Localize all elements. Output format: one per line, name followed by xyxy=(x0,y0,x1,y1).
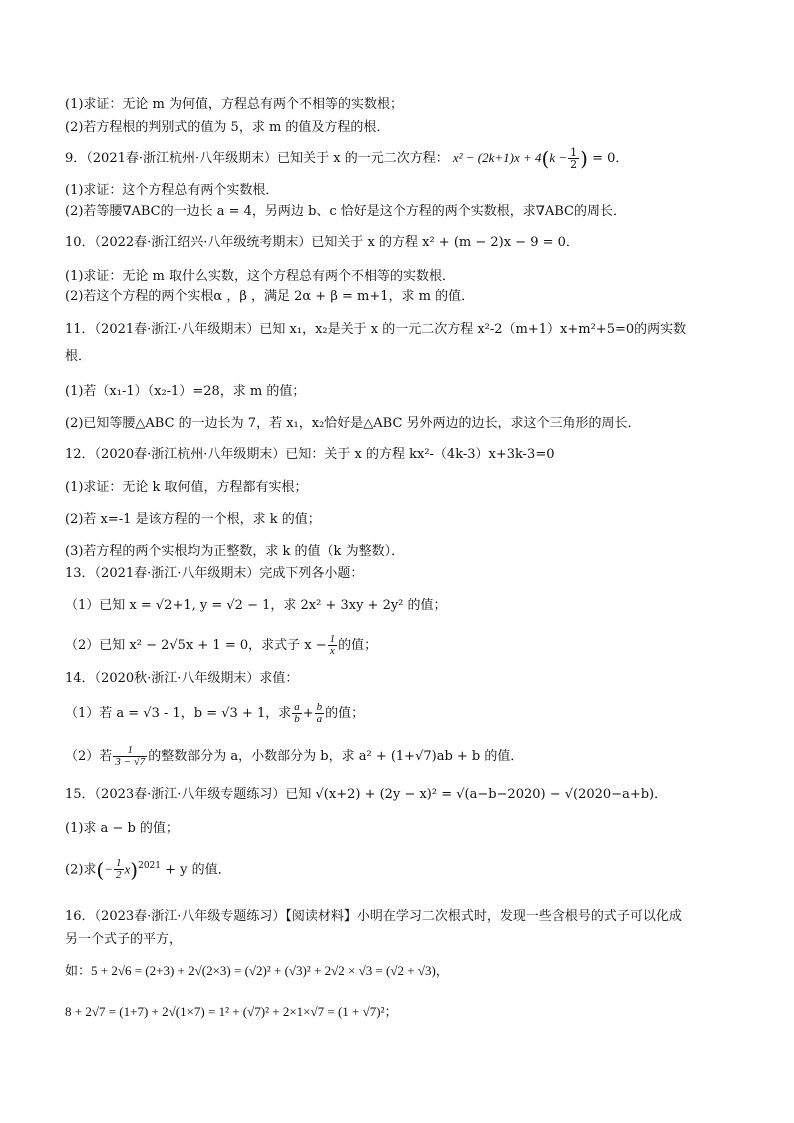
q14-part2-text: （2）若 xyxy=(65,749,113,764)
q9-paren-open: ( xyxy=(541,146,550,171)
q16-heading-cont: 另一个式子的平方， xyxy=(65,932,183,947)
q9-equation-tail: = 0． xyxy=(592,151,629,166)
q14-b-over-a-den: a xyxy=(316,713,323,725)
q14-part1-tail: 的值； xyxy=(325,706,365,721)
q12-part1: (1)求证：无论 k 取何值，方程都有实根； xyxy=(65,480,308,495)
q14-part2-tail: 的整数部分为 a，小数部分为 b，求 a² + (1+√7)ab + b 的值． xyxy=(148,749,524,764)
q14-part1-text: （1）若 a = √3 - 1，b = √3 + 1，求 xyxy=(65,706,292,721)
q9-heading xyxy=(65,147,628,170)
q15-negative-sign: − xyxy=(104,861,114,877)
q13-part2-tail: 的值； xyxy=(338,638,378,653)
q14-heading: 14．（2020秋·浙江·八年级期末）求值： xyxy=(65,671,299,686)
q15-part1: (1)求 a − b 的值； xyxy=(65,821,179,836)
q14-reciprocal-num: 1 xyxy=(113,745,147,757)
q13-inverse-x-fraction xyxy=(328,634,338,657)
q14-a-over-b-den: b xyxy=(294,713,300,725)
q9-heading-text: 9．（2021春·浙江杭州·八年级期末）已知关于 x 的一元二次方程： xyxy=(65,151,449,166)
q15-variable-x: x xyxy=(124,861,131,877)
q11-part1: (1)若（x₁-1）（x₂-1）=28，求 m 的值； xyxy=(65,384,306,399)
q10-part1: (1)求证：无论 m 取什么实数，这个方程总有两个不相等的实数根． xyxy=(65,269,456,284)
q15-half-fraction xyxy=(114,858,124,881)
q8-part2: (2)若方程根的判别式的值为 5，求 m 的值及方程的根． xyxy=(65,120,390,135)
q15-part2-text: (2)求 xyxy=(65,862,97,878)
q8-part1: (1)求证：无论 m 为何值，方程总有两个不相等的实数根； xyxy=(65,97,404,112)
q10-heading: 10．（2022春·浙江绍兴·八年级统考期末）已知关于 x 的方程 x² + (m − 2)x − 9 = 0． xyxy=(65,235,579,250)
q16-example2: 8 + 2√7 = (1+7) + 2√(1×7) = 1² + (√7)² + 2×1×√7 = (1 + √7)²； xyxy=(65,1004,398,1019)
q13-fraction-den: x xyxy=(329,645,335,657)
q14-plus: + xyxy=(302,706,314,721)
q14-part2 xyxy=(65,745,523,768)
q15-paren-open: ( xyxy=(96,857,105,882)
q14-reciprocal-fraction xyxy=(113,745,147,768)
q9-half-num: 1 xyxy=(570,146,578,159)
q15-half-num: 1 xyxy=(116,857,122,870)
q15-exponent: 2021 xyxy=(138,861,162,871)
q14-a-over-b-num: a xyxy=(294,701,300,713)
q15-heading: 15．（2023春·浙江·八年级专题练习）已知 √(x+2) + (2y − x)² = √(a−b−2020) − √(2020−a+b)． xyxy=(65,787,668,802)
q11-heading: 11．（2021春·浙江·八年级期末）已知 x₁，x₂是关于 x 的一元二次方程 x²-2（m+1）x+m²+5=0的两实数 xyxy=(65,322,687,337)
q15-half-den: 2 xyxy=(116,869,122,882)
q13-fraction-num: 1 xyxy=(329,633,336,645)
q15-part2-tail: + y 的值． xyxy=(165,862,231,878)
q9-k-minus: k − xyxy=(549,150,568,165)
q13-part1: （1）已知 x = √2+1, y = √2 − 1，求 2x² + 3xy + 2y² 的值； xyxy=(65,598,447,613)
q12-heading: 12．（2020春·浙江杭州·八年级期末）已知：关于 x 的方程 kx²-（4k-3）x+3k-3=0 xyxy=(65,447,555,462)
q14-b-over-a-num: b xyxy=(316,701,323,713)
q16-heading: 16．（2023春·浙江·八年级专题练习）【阅读材料】小明在学习二次根式时，发现一些含根号的式子可以化成 xyxy=(65,909,682,924)
q9-paren-close: ) xyxy=(580,146,588,171)
q13-heading: 13．（2021春·浙江·八年级期末）完成下列各小题： xyxy=(65,566,364,581)
q14-a-over-b xyxy=(292,702,302,725)
q9-part2: (2)若等腰∇ABC的一边长 a = 4，另两边 b、c 恰好是这个方程的两个实数根，求∇ABC的周长． xyxy=(65,204,627,219)
q13-part2-text: （2）已知 x² − 2√5x + 1 = 0，求式子 x − xyxy=(65,638,327,653)
q9-equation: x² − (2k+1)x + 4 xyxy=(452,150,542,165)
q11-heading-cont: 根． xyxy=(65,349,92,364)
q16-example1: 如：5 + 2√6 = (2+3) + 2√(2×3) = (√2)² + (√3)² + 2√2 × √3 = (√2 + √3)， xyxy=(65,963,449,978)
q15-paren-close: ) xyxy=(130,857,139,882)
q13-part2 xyxy=(65,634,377,657)
q12-part3: (3)若方程的两个实根均为正整数，求 k 的值（k 为整数）． xyxy=(65,544,405,559)
q10-part2: (2)若这个方程的两个实根α ，β ，满足 2α + β = m+1，求 m 的值． xyxy=(65,289,475,304)
q11-part2: (2)已知等腰△ABC 的一边长为 7，若 x₁，x₂恰好是△ABC 另外两边的边长，求这个三角形的周长． xyxy=(65,416,641,431)
q14-part1 xyxy=(65,702,364,725)
q9-half-den: 2 xyxy=(570,158,578,171)
q9-part1: (1)求证：这个方程总有两个实数根． xyxy=(65,183,279,198)
q15-part2 xyxy=(65,857,231,881)
q14-reciprocal-den: 3 − √7 xyxy=(115,756,146,768)
q9-half-fraction xyxy=(568,147,579,170)
q12-part2: (2)若 x=-1 是该方程的一个根，求 k 的值； xyxy=(65,512,321,527)
q14-b-over-a xyxy=(315,702,325,725)
